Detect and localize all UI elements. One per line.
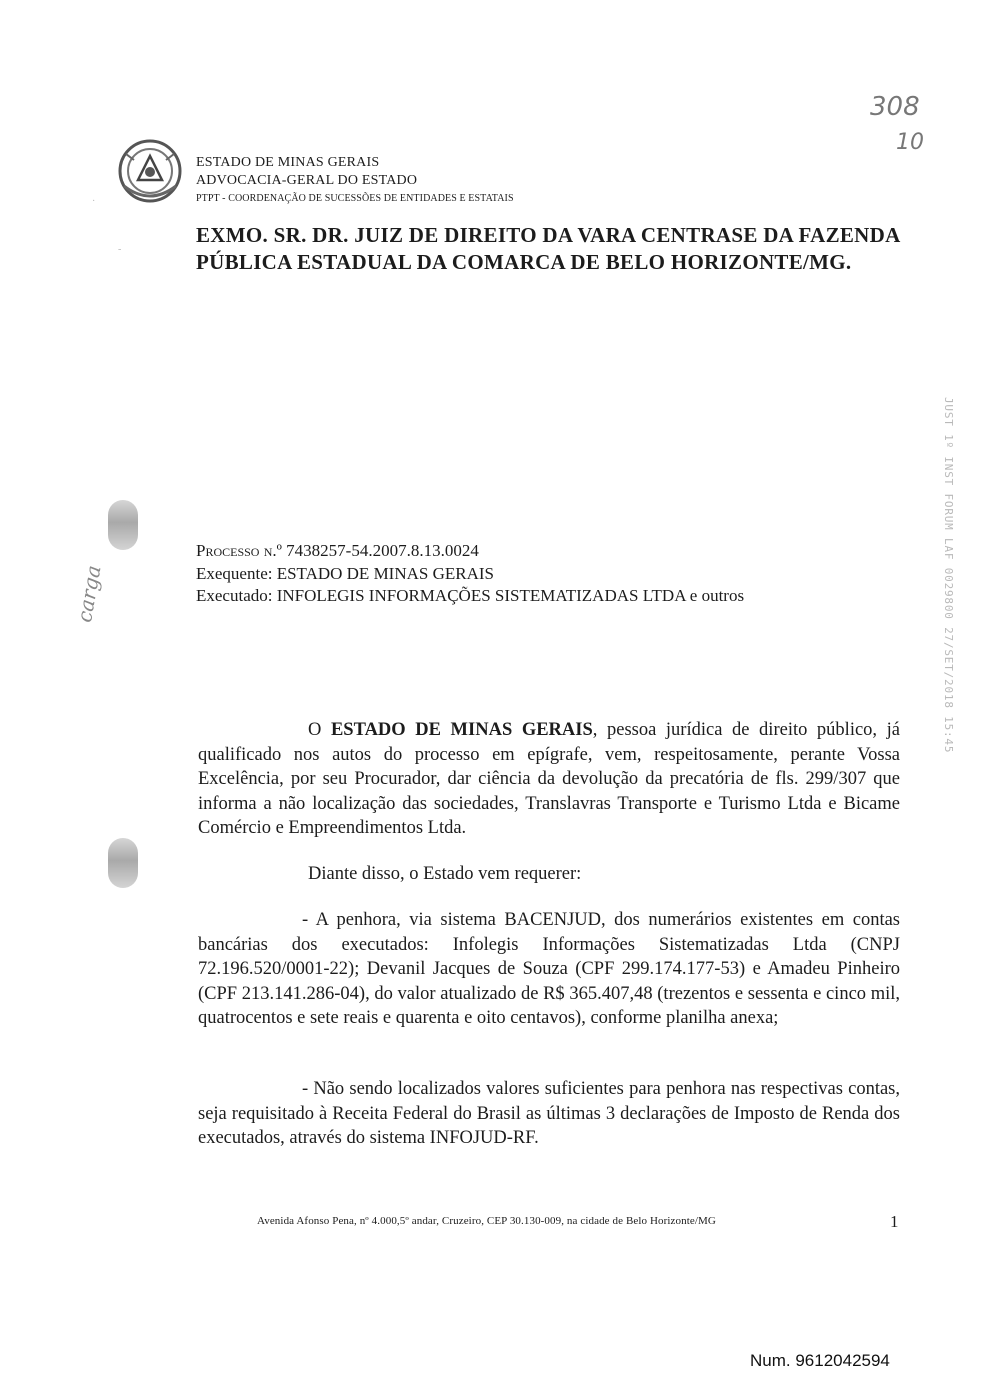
protocol-stamp: JUST 1º INST FORUM LAF 0029800 27/SET/2018 15:45 <box>942 397 955 754</box>
bacenjud-request-paragraph: - A penhora, via sistema BACENJUD, dos numerários existentes em contas bancárias dos executados: Infolegis Informações Sistematizadas Ltda (CNPJ 72.196.520/0001-22); Devanil Jacques de Souza (CPF 299.174.177-53) e Amadeu Pinheiro (CPF 213.141.286-04), do valor atualizado de R$ 365.407,48 (trezentos e sessenta e cinco mil, quatrocentos e sete reais e quarenta e oito centavos), conforme planilha anexa; <box>198 910 900 1029</box>
page-number: 1 <box>890 1212 899 1231</box>
intro-text: , pessoa jurídica de direito público, já qualificado nos autos do processo em epígrafe, vem, respeitosamente, perante Vossa Excelência, por seu Procurador, dar ciência da devolução da precatória de fls. 299/307 que informa a não localização das sociedades, Translavras Transporte e Turismo Ltda e Bicame Comércio e Empreendimentos Ltda. <box>198 720 900 839</box>
process-number <box>196 540 479 562</box>
scan-mark: - <box>118 244 122 255</box>
exequente-line: Exequente: ESTADO DE MINAS GERAIS <box>196 564 494 583</box>
infojud-request-paragraph: - Não sendo localizados valores suficientes para penhora nas respectivas contas, seja requisitado à Receita Federal do Brasil as últimas 3 declarações de Imposto de Renda dos executados, através do sistema INFOJUD-RF. <box>198 1079 900 1149</box>
executado-line: Executado: INFOLEGIS INFORMAÇÕES SISTEMATIZADAS LTDA e outros <box>196 586 745 605</box>
intro-party-name: ESTADO DE MINAS GERAIS <box>330 720 593 740</box>
request-intro-paragraph: Diante disso, o Estado vem requerer: <box>308 864 582 884</box>
process-number-label: Processo n.º <box>196 541 282 560</box>
binder-hole <box>108 838 138 888</box>
handwritten-margin-note: carga <box>72 563 106 625</box>
binder-hole <box>108 500 138 550</box>
coat-of-arms-seal <box>112 136 188 206</box>
handwritten-rubric: 10 <box>896 130 924 155</box>
header-department-name: PTPT - COORDENAÇÃO DE SUCESSÕES DE ENTIDADES E ESTATAIS <box>196 193 514 204</box>
handwritten-page-number: 308 <box>870 92 920 122</box>
intro-lead: O <box>308 720 331 740</box>
footer-address: Avenida Afonso Pena, nº 4.000,5º andar, Cruzeiro, CEP 30.130-009, na cidade de Belo Horizonte/MG <box>257 1215 716 1227</box>
header-state-name: ESTADO DE MINAS GERAIS <box>196 155 380 170</box>
process-number-value: 7438257-54.2007.8.13.0024 <box>286 541 479 560</box>
header-agency-name: ADVOCACIA-GERAL DO ESTADO <box>196 173 418 188</box>
addressee-heading: EXMO. SR. DR. JUIZ DE DIREITO DA VARA CENTRASE DA FAZENDA PÚBLICA ESTADUAL DA COMARCA DE BELO HORIZONTE/MG. <box>196 223 900 274</box>
document-id: Num. 9612042594 <box>750 1351 890 1370</box>
intro-paragraph <box>198 718 900 841</box>
scan-mark: · <box>92 196 96 207</box>
